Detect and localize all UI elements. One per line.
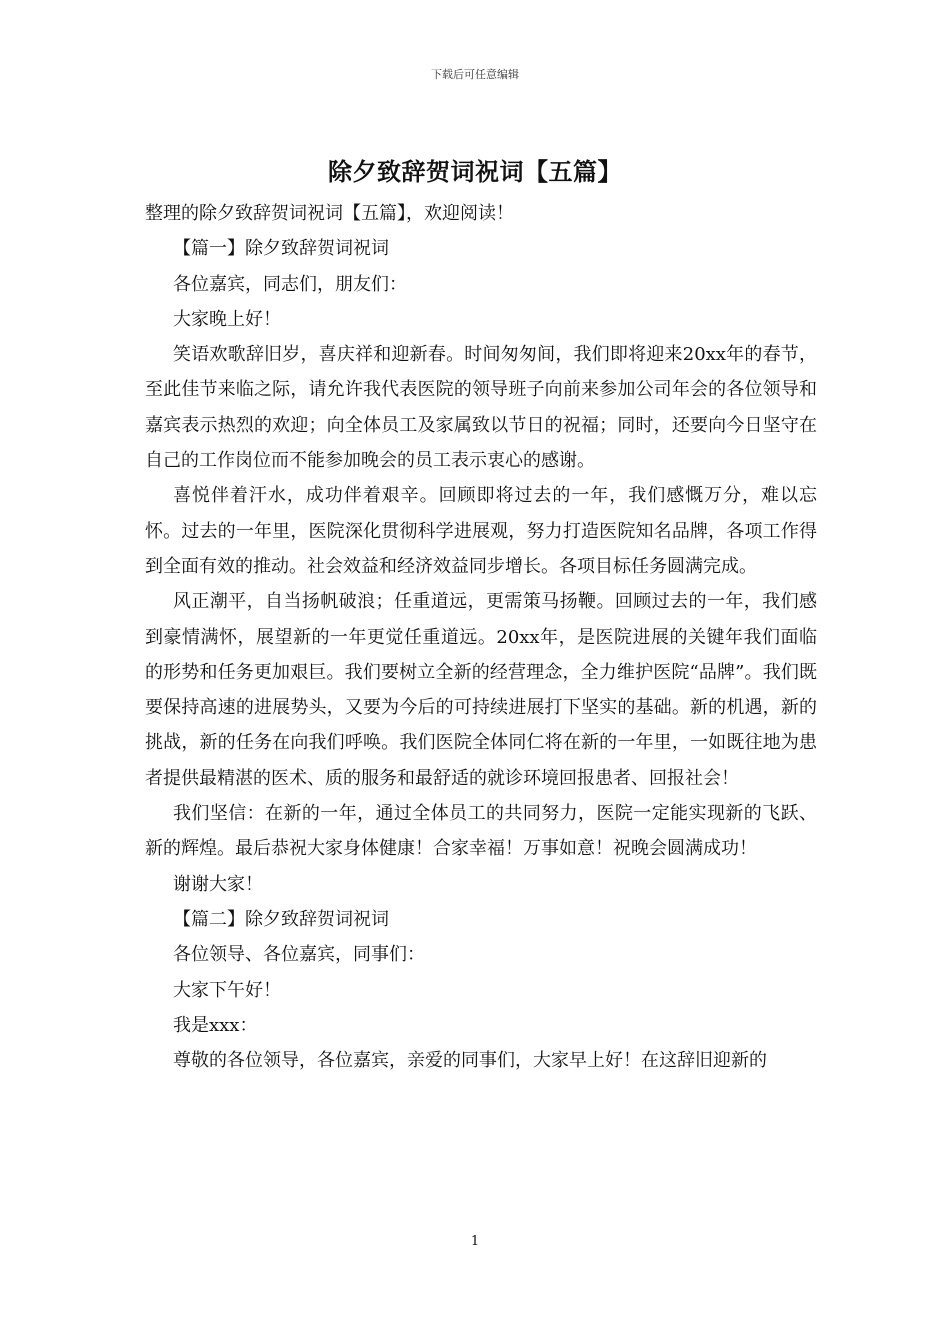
body-paragraph: 尊敬的各位领导，各位嘉宾，亲爱的同事们，大家早上好！在这辞旧迎新的: [173, 1050, 767, 1072]
intro-paragraph: 整理的除夕致辞贺词祝词【五篇】，欢迎阅读！: [145, 203, 514, 224]
speaker-intro-paragraph: 我是xxx：: [173, 1014, 258, 1036]
section-heading-2: 【篇二】除夕致辞贺词祝词: [173, 908, 389, 930]
greeting-paragraph: 大家下午好！: [173, 979, 281, 1001]
page-number: 1: [470, 1234, 480, 1249]
body-paragraph: 笑语欢歌辞旧岁，喜庆祥和迎新春。时间匆匆间，我们即将迎来20xx年的春节，至此佳节来临之际，请允许我代表医院的领导班子向前来参加公司年会的各位领导和嘉宾表示热烈的欢迎；向全体员工及家属致以节日的祝福；同时，还要向今日坚守在自己的工作岗位而不能参加晚会的员工表示衷心的感谢。: [145, 344, 817, 472]
document-body: [145, 196, 817, 1078]
body-paragraph: 我们坚信：在新的一年，通过全体员工的共同努力，医院一定能实现新的飞跃、新的辉煌。最后恭祝大家身体健康！合家幸福！万事如意！祝晚会圆满成功！: [145, 803, 817, 860]
document-title: 除夕致辞贺词祝词【五篇】: [328, 157, 622, 186]
salutation-paragraph: 各位嘉宾，同志们，朋友们：: [173, 273, 407, 295]
salutation-paragraph: 各位领导、各位嘉宾，同事们：: [173, 944, 425, 966]
body-paragraph: 喜悦伴着汗水，成功伴着艰辛。回顾即将过去的一年，我们感慨万分，难以忘怀。过去的一年里，医院深化贯彻科学进展观，努力打造医院知名品牌，各项工作得到全面有效的推动。社会效益和经济效益同步增长。各项目标任务圆满完成。: [145, 485, 817, 577]
thanks-paragraph: 谢谢大家！: [173, 873, 263, 895]
greeting-paragraph: 大家晚上好！: [173, 308, 281, 330]
body-paragraph: 风正潮平，自当扬帆破浪；任重道远，更需策马扬鞭。回顾过去的一年，我们感到豪情满怀，展望新的一年更觉任重道远。20xx年，是医院进展的关键年我们面临的形势和任务更加艰巨。我们要树立全新的经营理念，全力维护医院“品牌”。我们既要保持高速的进展势头，又要为今后的可持续进展打下坚实的基础。新的机遇，新的挑战，新的任务在向我们呼唤。我们医院全体同仁将在新的一年里，一如既往地为患者提供最精湛的医术、质的服务和最舒适的就诊环境回报患者、回报社会！: [145, 591, 817, 789]
section-heading-1: 【篇一】除夕致辞贺词祝词: [173, 238, 389, 260]
header-note: 下载后可任意编辑: [431, 68, 519, 81]
